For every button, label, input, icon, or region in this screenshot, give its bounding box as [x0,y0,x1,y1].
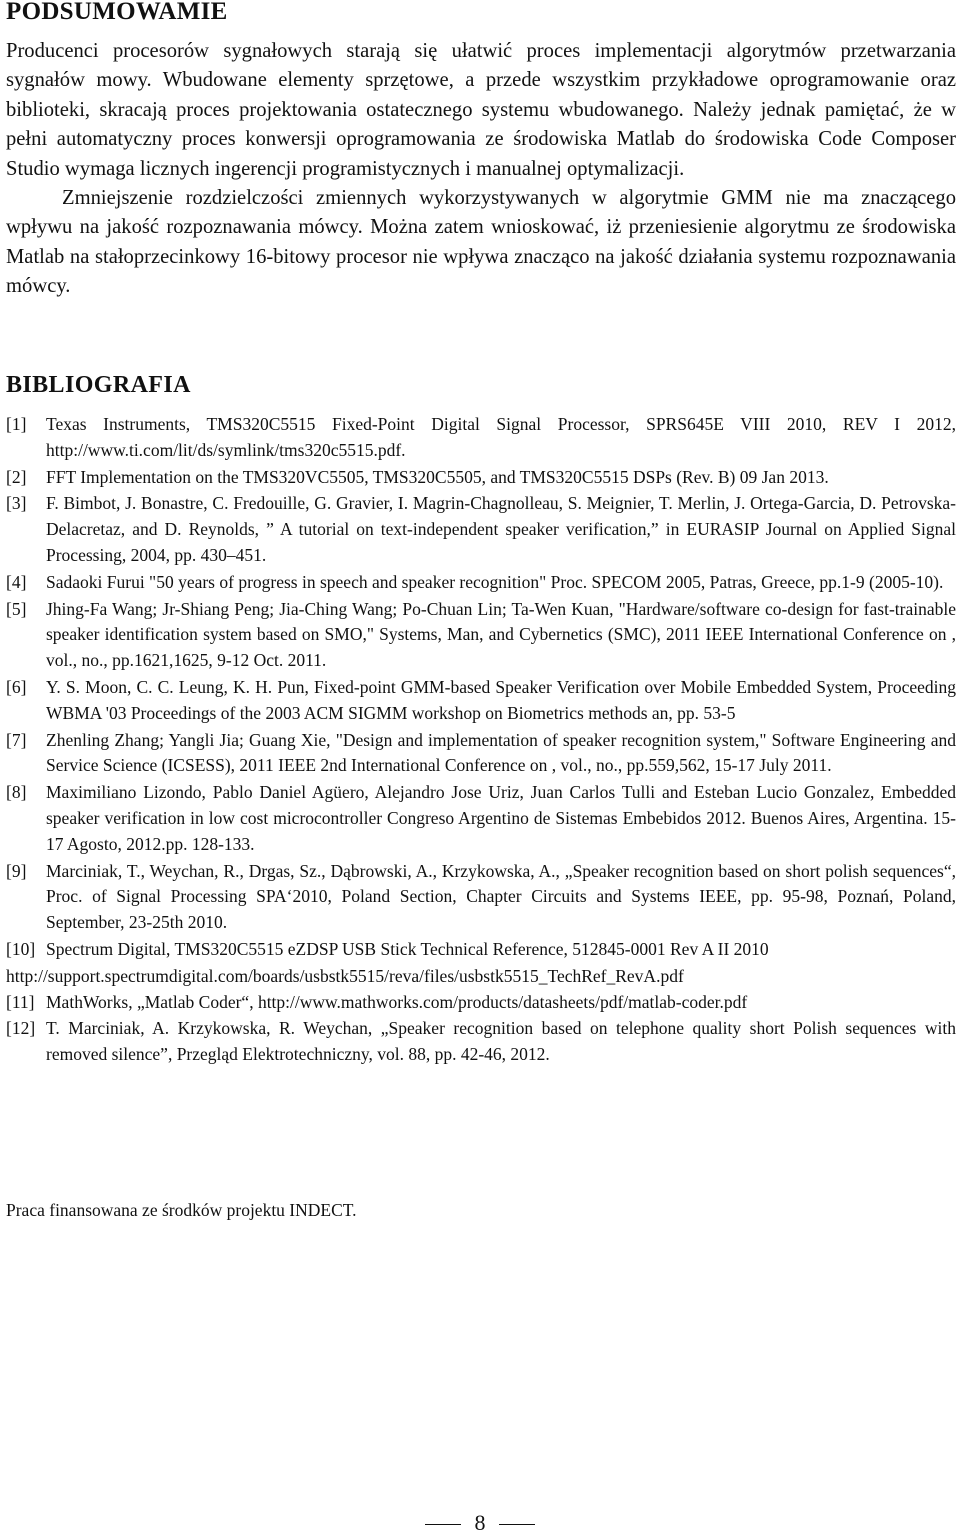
reference-number: [1] [6,414,27,434]
reference-item [6,859,956,936]
reference-item [6,412,956,464]
reference-number: [4] [6,571,27,592]
reference-text: Spectrum Digital, TMS320C5515 eZDSP USB Stick Technical Reference, 512845-0001 Rev A II 2010 [46,938,769,959]
page-footer [0,1510,960,1536]
reference-text: Marciniak, T., Weychan, R., Drgas, Sz., Dąbrowski, A., Krzykowska, A., „Speaker recognition based on short polish sequences“, Proc. of Signal Processing SPA‘2010, Poland Section, Chapter Circuits and Systems IEEE, pp. 95-98, Poznań, Poland, September, 23-25th 2010. [46,860,956,933]
document-page [6,0,956,1220]
reference-text: MathWorks, „Matlab Coder“, http://www.mathworks.com/products/datasheets/pdf/matlab-coder.pdf [46,991,748,1012]
reference-url-line: http://support.spectrumdigital.com/boards/usbstk5515/reva/files/usbstk5515_TechRef_RevA.pdf [6,965,684,986]
reference-number: [11] [6,991,35,1012]
footer-dash-right [499,1524,535,1525]
reference-number: [2] [6,466,27,487]
reference-number: [6] [6,676,27,697]
reference-item [6,990,956,1016]
reference-number: [3] [6,493,27,514]
reference-text: Maximiliano Lizondo, Pablo Daniel Agüero, Alejandro Jose Uriz, Juan Carlos Tulli and Esteban Lucio Gonzalez, Embedded speaker verification in low cost microcontroller Congreso Argentino de Sistemas Embebidos 2012. Buenos Aires, Argentina. 15-17 Agosto, 2012.pp. 128-133. [46,782,956,854]
reference-number: [7] [6,729,27,750]
footer-dash-left [425,1524,461,1525]
bibliography-list [6,412,956,1069]
reference-text: Texas Instruments, TMS320C5515 Fixed-Point Digital Signal Processor, SPRS645E VIII 2010, REV I 2012, http://www.ti.com/lit/ds/symlink/tms320c5515.pdf. [46,414,956,460]
reference-text: F. Bimbot, J. Bonastre, C. Fredouille, G. Gravier, I. Magrin-Chagnolleau, S. Meignier, T. Merlin, J. Ortega-Garcia, D. Petrovska-Delacretaz, and D. Reynolds, ” A tutorial on text-independent speaker verification,” in EURASIP Journal on Applied Signal Processing, 2004, pp. 430–451. [46,493,956,565]
reference-number: [5] [6,598,27,619]
reference-item [6,570,956,596]
reference-number: [9] [6,860,27,881]
reference-number: [12] [6,1018,36,1039]
reference-number: [10] [6,938,36,959]
summary-heading: PODSUMOWAMIE [6,0,228,25]
reference-item [6,465,956,491]
reference-item [6,597,956,674]
reference-item [6,937,956,963]
reference-number: [8] [6,782,27,803]
summary-paragraph: Producenci procesorów sygnałowych starają się ułatwić proces implementacji algorytmów przetwarzania sygnałów mowy. Wbudowane elementy sprzętowe, a przede wszystkim przykładowe oprogramowanie oraz biblioteki, skracają proces projektowania ostatecznego systemu wbudowanego. Należy jednak pamiętać, że w pełni automatyczny proces konwersji oprogramowania ze środowiska Matlab do środowiska Code Composer Studio wymaga licznych ingerencji programistycznych i manualnej optymalizacji. [6,40,956,180]
reference-text: Zhenling Zhang; Yangli Jia; Guang Xie, "Design and implementation of speaker recognition system," Software Engineering and Service Science (ICSESS), 2011 IEEE 2nd International Conference on , vol., no., pp.559,562, 15-17 July 2011. [46,729,956,776]
reference-item [6,780,956,857]
reference-text: FFT Implementation on the TMS320VC5505, TMS320C5505, and TMS320C5515 DSPs (Rev. B) 09 Jan 2013. [46,466,829,487]
reference-text: Y. S. Moon, C. C. Leung, K. H. Pun, Fixed-point GMM-based Speaker Verification over Mobile Embedded System, Proceeding WBMA '03 Proceedings of the 2003 ACM SIGMM workshop on Biometrics methods an, pp. 53-5 [46,676,956,723]
summary-paragraph: Zmniejszenie rozdzielczości zmiennych wykorzystywanych w algorytmie GMM nie ma znaczącego wpływu na jakość rozpoznawania mówcy. Można zatem wnioskować, iż przeniesienie algorytmu ze środowiska Matlab na stałoprzecinkowy 16-bitowy procesor nie wpływa znacząco na jakość działania systemu rozpoznawania mówcy. [6,187,956,298]
bibliography-heading: BIBLIOGRAFIA [6,372,191,398]
reference-item [6,491,956,568]
reference-text: Jhing-Fa Wang; Jr-Shiang Peng; Jia-Ching Wang; Po-Chuan Lin; Ta-Wen Kuan, "Hardware/software co-design for fast-trainable speaker identification system based on SMO," Systems, Man, and Cybernetics (SMC), 2011 IEEE International Conference on , vol., no., pp.1621,1625, 9-12 Oct. 2011. [46,598,956,671]
funding-note: Praca finansowana ze środków projektu INDECT. [6,1200,357,1220]
reference-item [6,1016,956,1068]
reference-text: Sadaoki Furui "50 years of progress in speech and speaker recognition" Proc. SPECOM 2005, Patras, Greece, pp.1-9 (2005-10). [46,571,944,592]
summary-body [6,37,956,302]
page-number: 8 [474,1510,486,1535]
reference-item [6,728,956,780]
reference-item [6,675,956,727]
reference-text: T. Marciniak, A. Krzykowska, R. Weychan, „Speaker recognition based on telephone quality short Polish sequences with removed silence”, Przegląd Elektrotechniczny, vol. 88, pp. 42-46, 2012. [46,1018,956,1065]
